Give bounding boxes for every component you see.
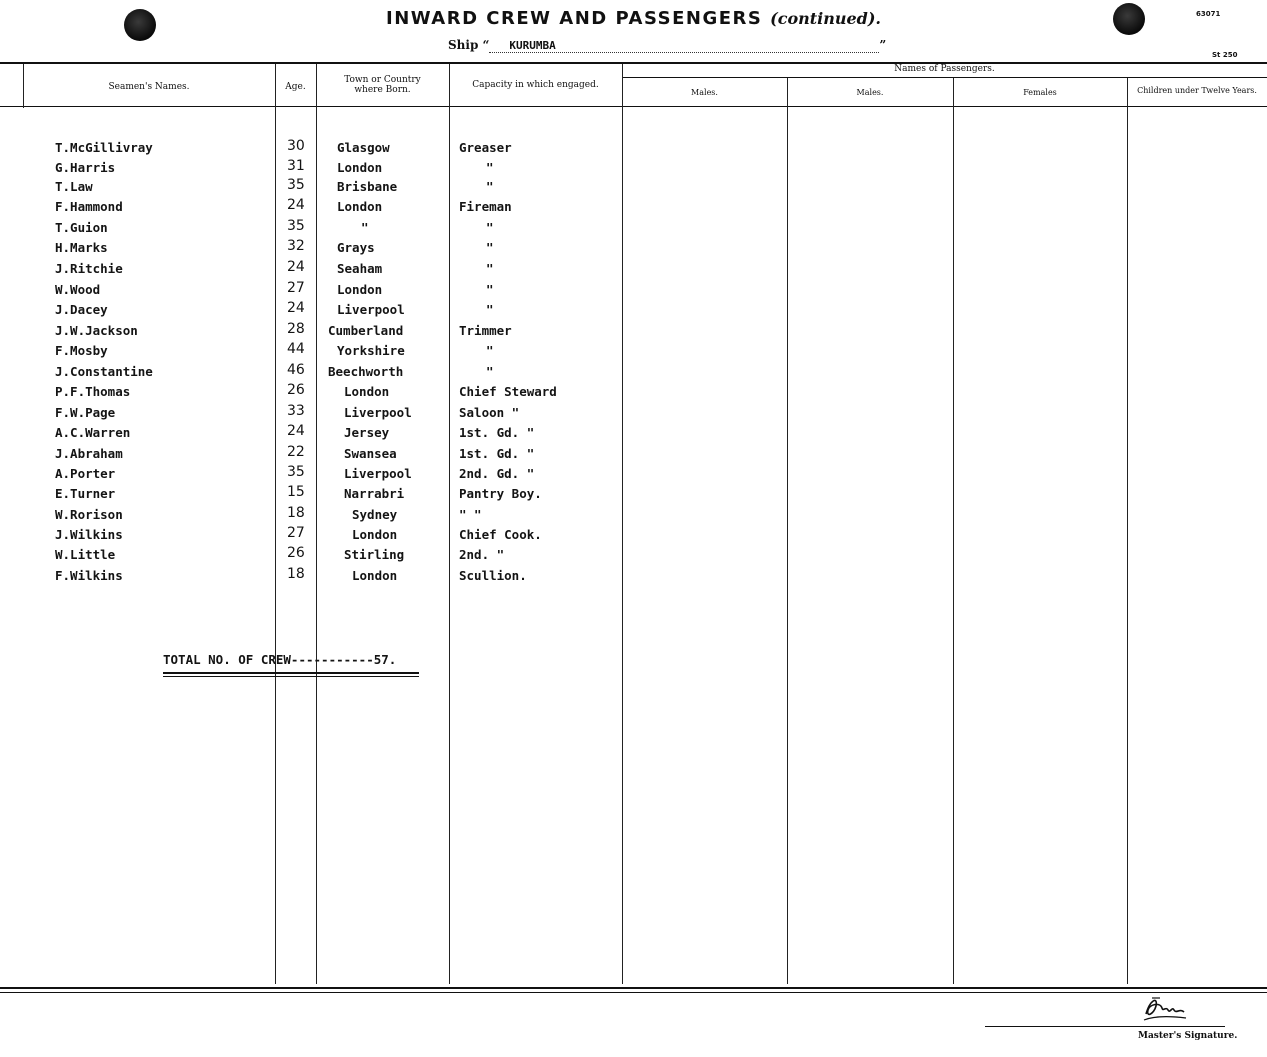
column-divider xyxy=(449,64,450,984)
header-seamen-names: Seamen's Names. xyxy=(108,82,190,92)
seaman-age: 28 xyxy=(287,321,305,337)
seaman-capacity: 2nd. " xyxy=(459,547,505,562)
seaman-name: G.Harris xyxy=(55,160,116,175)
ship-name: KURUMBA xyxy=(489,39,879,53)
seaman-capacity: Chief Cook. xyxy=(459,527,542,542)
seaman-birthplace: Stirling xyxy=(344,547,405,562)
header-children: Children under Twelve Years. xyxy=(1137,86,1257,95)
seaman-age: 24 xyxy=(287,197,305,213)
form-code: St 250 xyxy=(1212,51,1238,59)
header-females: Females xyxy=(1023,88,1057,97)
seaman-age: 35 xyxy=(287,177,305,193)
signature-label: Master's Signature. xyxy=(1138,1031,1238,1041)
seaman-name: F.Wilkins xyxy=(55,568,123,583)
seaman-capacity: " xyxy=(486,282,494,297)
seaman-birthplace: Brisbane xyxy=(337,179,398,194)
seaman-birthplace: Swansea xyxy=(344,446,397,461)
ship-label: Ship “ xyxy=(448,38,490,52)
seaman-name: J.Abraham xyxy=(55,446,123,461)
seaman-age: 46 xyxy=(287,362,305,378)
seaman-age: 18 xyxy=(287,505,305,521)
seaman-capacity: 1st. Gd. " xyxy=(459,425,535,440)
seaman-age: 31 xyxy=(287,158,305,174)
seaman-name: P.F.Thomas xyxy=(55,384,131,399)
seaman-age: 35 xyxy=(287,464,305,480)
header-born-line1: Town or Country xyxy=(344,75,421,85)
column-divider xyxy=(275,64,276,984)
seaman-capacity: Scullion. xyxy=(459,568,527,583)
seaman-name: T.McGillivray xyxy=(55,140,153,155)
column-divider xyxy=(316,64,317,984)
seaman-capacity: Trimmer xyxy=(459,323,512,338)
column-divider xyxy=(1127,78,1128,984)
seaman-birthplace: Beechworth xyxy=(328,364,404,379)
seaman-age: 27 xyxy=(287,280,305,296)
seaman-name: W.Wood xyxy=(55,282,101,297)
seaman-birthplace: London xyxy=(337,199,383,214)
header-males-1: Males. xyxy=(691,88,718,97)
header-males-2: Males. xyxy=(856,88,884,97)
seaman-age: 26 xyxy=(287,545,305,561)
header-passengers-group: Names of Passengers. xyxy=(894,64,995,74)
seaman-birthplace: Seaham xyxy=(337,261,383,276)
seaman-age: 32 xyxy=(287,238,305,254)
seaman-birthplace: London xyxy=(352,527,398,542)
seaman-name: J.Ritchie xyxy=(55,261,123,276)
seaman-name: F.Hammond xyxy=(55,199,123,214)
seaman-birthplace: Jersey xyxy=(344,425,390,440)
seaman-capacity: " xyxy=(486,179,494,194)
seaman-age: 27 xyxy=(287,525,305,541)
seaman-name: E.Turner xyxy=(55,486,116,501)
seaman-capacity: " xyxy=(486,302,494,317)
header-bottom-rule xyxy=(0,106,1267,107)
seaman-name: J.Wilkins xyxy=(55,527,123,542)
seaman-capacity: " xyxy=(486,261,494,276)
seaman-name: A.Porter xyxy=(55,466,116,481)
seaman-birthplace: London xyxy=(337,282,383,297)
seaman-capacity: 1st. Gd. " xyxy=(459,446,535,461)
seaman-capacity: Pantry Boy. xyxy=(459,486,542,501)
seaman-capacity: 2nd. Gd. " xyxy=(459,466,535,481)
seaman-name: J.Dacey xyxy=(55,302,108,317)
title-suffix: (continued). xyxy=(770,9,881,28)
title-text: INWARD CREW AND PASSENGERS xyxy=(386,8,763,29)
seaman-capacity: Chief Steward xyxy=(459,384,557,399)
seaman-name: T.Guion xyxy=(55,220,108,235)
total-crew: TOTAL NO. OF CREW-----------57. xyxy=(163,652,397,667)
seaman-name: W.Rorison xyxy=(55,507,123,522)
seaman-capacity: " xyxy=(486,220,494,235)
seaman-name: A.C.Warren xyxy=(55,425,131,440)
seaman-age: 30 xyxy=(287,138,305,154)
seaman-birthplace: Narrabri xyxy=(344,486,405,501)
header-age: Age. xyxy=(285,82,306,92)
seaman-age: 26 xyxy=(287,382,305,398)
header-born xyxy=(316,75,449,95)
seaman-name: T.Law xyxy=(55,179,93,194)
seaman-age: 18 xyxy=(287,566,305,582)
seaman-birthplace: London xyxy=(337,160,383,175)
seaman-age: 24 xyxy=(287,300,305,316)
passengers-group-rule xyxy=(622,77,1267,78)
column-divider xyxy=(953,78,954,984)
seaman-capacity: " " xyxy=(459,507,482,522)
seaman-capacity: " xyxy=(486,364,494,379)
seaman-name: F.W.Page xyxy=(55,405,116,420)
seaman-birthplace: Liverpool xyxy=(344,405,412,420)
seaman-birthplace: " xyxy=(361,220,369,235)
seaman-age: 22 xyxy=(287,444,305,460)
seaman-capacity: Saloon " xyxy=(459,405,520,420)
seaman-birthplace: Liverpool xyxy=(337,302,405,317)
header-capacity: Capacity in which engaged. xyxy=(472,80,599,90)
seaman-capacity: Fireman xyxy=(459,199,512,214)
seaman-birthplace: London xyxy=(344,384,390,399)
page-title xyxy=(0,8,1267,29)
seaman-name: J.W.Jackson xyxy=(55,323,138,338)
seaman-birthplace: Cumberland xyxy=(328,323,404,338)
seaman-birthplace: Yorkshire xyxy=(337,343,405,358)
table-bottom-rule xyxy=(0,987,1267,989)
seaman-capacity: " xyxy=(486,160,494,175)
seaman-age: 24 xyxy=(287,259,305,275)
seaman-birthplace: Glasgow xyxy=(337,140,390,155)
seaman-birthplace: Sydney xyxy=(352,507,398,522)
seaman-name: J.Constantine xyxy=(55,364,153,379)
column-divider xyxy=(787,78,788,984)
seaman-name: W.Little xyxy=(55,547,116,562)
header-born-line2: where Born. xyxy=(354,85,411,95)
ship-close-quote: ” xyxy=(879,38,887,52)
seaman-age: 24 xyxy=(287,423,305,439)
seaman-capacity: Greaser xyxy=(459,140,512,155)
seaman-age: 33 xyxy=(287,403,305,419)
seaman-age: 35 xyxy=(287,218,305,234)
signature-line xyxy=(985,1026,1225,1027)
seaman-birthplace: London xyxy=(352,568,398,583)
seaman-capacity: " xyxy=(486,343,494,358)
seaman-capacity: " xyxy=(486,240,494,255)
total-underline xyxy=(163,672,419,674)
seaman-age: 44 xyxy=(287,341,305,357)
table-bottom-rule-2 xyxy=(0,992,1267,993)
master-signature xyxy=(1140,992,1190,1026)
seaman-name: H.Marks xyxy=(55,240,108,255)
column-divider xyxy=(622,64,623,984)
ship-line xyxy=(448,38,886,53)
seaman-birthplace: Liverpool xyxy=(344,466,412,481)
total-underline xyxy=(163,676,419,677)
form-number: 63071 xyxy=(1196,10,1221,18)
seaman-name: F.Mosby xyxy=(55,343,108,358)
seaman-birthplace: Grays xyxy=(337,240,375,255)
seaman-age: 15 xyxy=(287,484,305,500)
